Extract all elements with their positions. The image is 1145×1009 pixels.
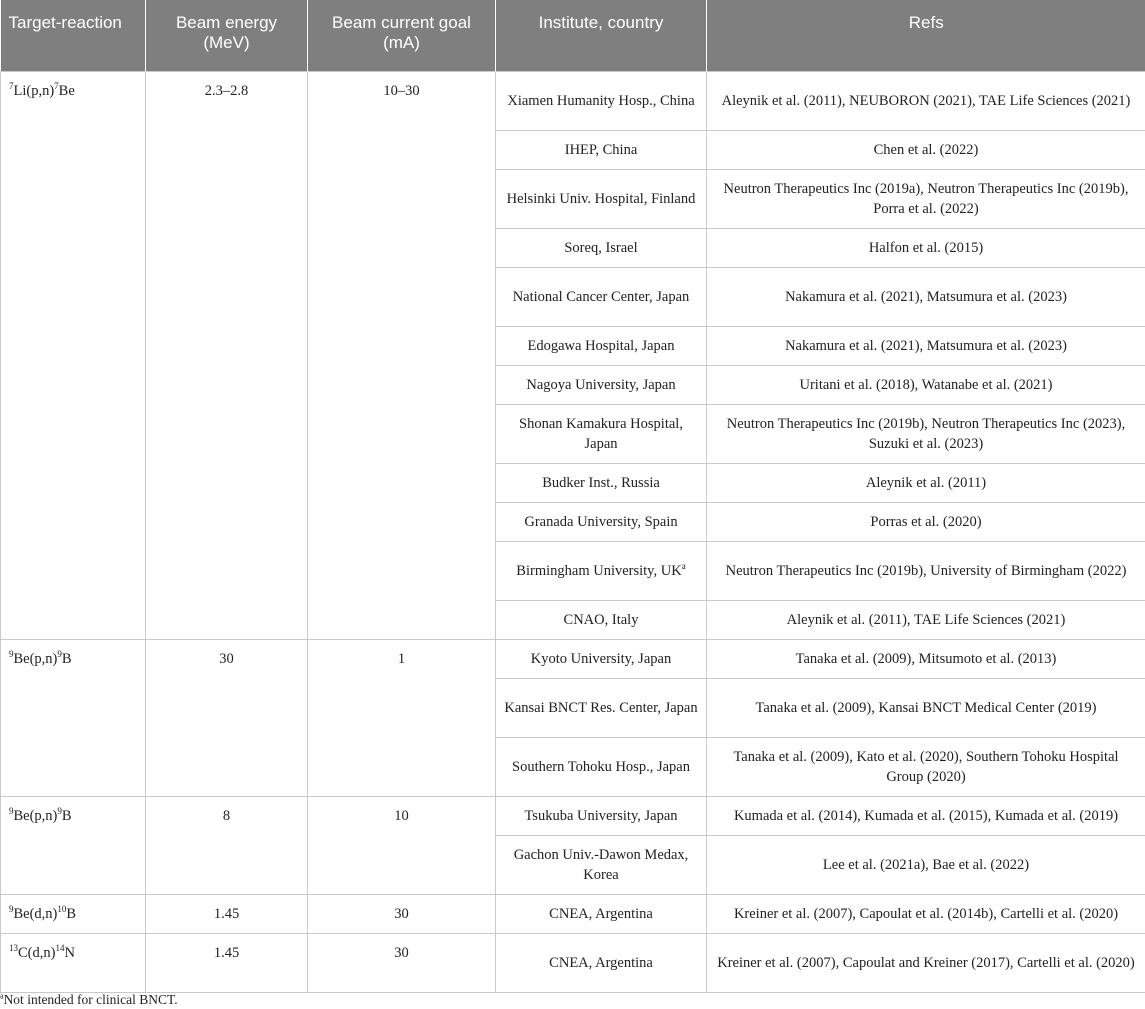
table-row xyxy=(1,933,1145,992)
table-header-row xyxy=(1,0,1145,71)
institute-cell: CNEA, Argentina xyxy=(496,894,707,933)
beam-current-cell: 30 xyxy=(308,933,496,992)
reaction-cell: $^{13}C(d,n)^{14}N$ xyxy=(1,933,146,992)
beam-current-cell: 10–30 xyxy=(308,71,496,639)
table-row xyxy=(1,894,1145,933)
institute-cell: Soreq, Israel xyxy=(496,228,707,267)
beam-energy-cell: 30 xyxy=(146,639,308,796)
institute-cell: Shonan Kamakura Hospital, Japan xyxy=(496,404,707,463)
footnote-text: Not intended for clinical BNCT. xyxy=(3,992,178,1007)
beam-energy-cell: 1.45 xyxy=(146,894,308,933)
institute-cell: CNEA, Argentina xyxy=(496,933,707,992)
header-institute: Institute, country xyxy=(496,0,707,71)
footnote-mark: a xyxy=(0,991,4,1001)
institute-cell: Edogawa Hospital, Japan xyxy=(496,326,707,365)
table-row xyxy=(1,796,1145,835)
institute-cell: Helsinki Univ. Hospital, Finland xyxy=(496,169,707,228)
refs-cell: Halfon et al. (2015) xyxy=(707,228,1145,267)
refs-cell: Tanaka et al. (2009), Kato et al. (2020), Southern Tohoku Hospital Group (2020) xyxy=(707,737,1145,796)
header-beam-energy: Beam energy (MeV) xyxy=(146,0,308,71)
refs-cell: Uritani et al. (2018), Watanabe et al. (2021) xyxy=(707,365,1145,404)
refs-cell: Nakamura et al. (2021), Matsumura et al. (2023) xyxy=(707,326,1145,365)
beam-current-cell: 10 xyxy=(308,796,496,894)
institute-cell: Budker Inst., Russia xyxy=(496,463,707,502)
refs-cell: Kumada et al. (2014), Kumada et al. (2015), Kumada et al. (2019) xyxy=(707,796,1145,835)
refs-cell: Neutron Therapeutics Inc (2019b), University of Birmingham (2022) xyxy=(707,541,1145,600)
institute-cell: Kansai BNCT Res. Center, Japan xyxy=(496,678,707,737)
institute-cell: National Cancer Center, Japan xyxy=(496,267,707,326)
refs-cell: Kreiner et al. (2007), Capoulat et al. (2014b), Cartelli et al. (2020) xyxy=(707,894,1145,933)
institute-cell: Southern Tohoku Hosp., Japan xyxy=(496,737,707,796)
beam-current-cell: 30 xyxy=(308,894,496,933)
institute-cell: Birmingham University, $UK^a$ xyxy=(496,541,707,600)
header-refs: Refs xyxy=(707,0,1145,71)
refs-cell: Aleynik et al. (2011) xyxy=(707,463,1145,502)
reaction-cell: $^9Be(d,n)^{10}B$ xyxy=(1,894,146,933)
table-row xyxy=(1,71,1145,130)
institute-cell: Nagoya University, Japan xyxy=(496,365,707,404)
table-footnote xyxy=(0,992,178,1008)
refs-cell: Tanaka et al. (2009), Mitsumoto et al. (2013) xyxy=(707,639,1145,678)
institute-cell: Gachon Univ.-Dawon Medax, Korea xyxy=(496,835,707,894)
institute-cell: IHEP, China xyxy=(496,130,707,169)
institute-cell: CNAO, Italy xyxy=(496,600,707,639)
institute-cell: Kyoto University, Japan xyxy=(496,639,707,678)
refs-cell: Tanaka et al. (2009), Kansai BNCT Medical Center (2019) xyxy=(707,678,1145,737)
refs-cell: Neutron Therapeutics Inc (2019a), Neutron Therapeutics Inc (2019b), Porra et al. (2022) xyxy=(707,169,1145,228)
refs-cell: Kreiner et al. (2007), Capoulat and Kreiner (2017), Cartelli et al. (2020) xyxy=(707,933,1145,992)
refs-cell: Nakamura et al. (2021), Matsumura et al. (2023) xyxy=(707,267,1145,326)
refs-cell: Lee et al. (2021a), Bae et al. (2022) xyxy=(707,835,1145,894)
header-target-reaction: Target-reaction xyxy=(1,0,146,71)
refs-cell: Porras et al. (2020) xyxy=(707,502,1145,541)
beam-current-cell: 1 xyxy=(308,639,496,796)
beam-energy-cell: 1.45 xyxy=(146,933,308,992)
refs-cell: Neutron Therapeutics Inc (2019b), Neutron Therapeutics Inc (2023), Suzuki et al. (2023) xyxy=(707,404,1145,463)
refs-cell: Aleynik et al. (2011), TAE Life Sciences (2021) xyxy=(707,600,1145,639)
footnote-marker: a xyxy=(681,560,686,571)
institute-cell: Xiamen Humanity Hosp., China xyxy=(496,71,707,130)
institute-cell: Tsukuba University, Japan xyxy=(496,796,707,835)
table-row xyxy=(1,639,1145,678)
header-beam-current: Beam current goal (mA) xyxy=(308,0,496,71)
institute-cell: Granada University, Spain xyxy=(496,502,707,541)
reaction-cell: $^7Li(p,n)^7Be$ xyxy=(1,71,146,639)
beam-energy-cell: 8 xyxy=(146,796,308,894)
reaction-cell: $^9Be(p,n)^9B$ xyxy=(1,639,146,796)
reaction-cell: $^9Be(p,n)^9B$ xyxy=(1,796,146,894)
beam-energy-cell: 2.3–2.8 xyxy=(146,71,308,639)
refs-cell: Chen et al. (2022) xyxy=(707,130,1145,169)
refs-cell: Aleynik et al. (2011), NEUBORON (2021), TAE Life Sciences (2021) xyxy=(707,71,1145,130)
